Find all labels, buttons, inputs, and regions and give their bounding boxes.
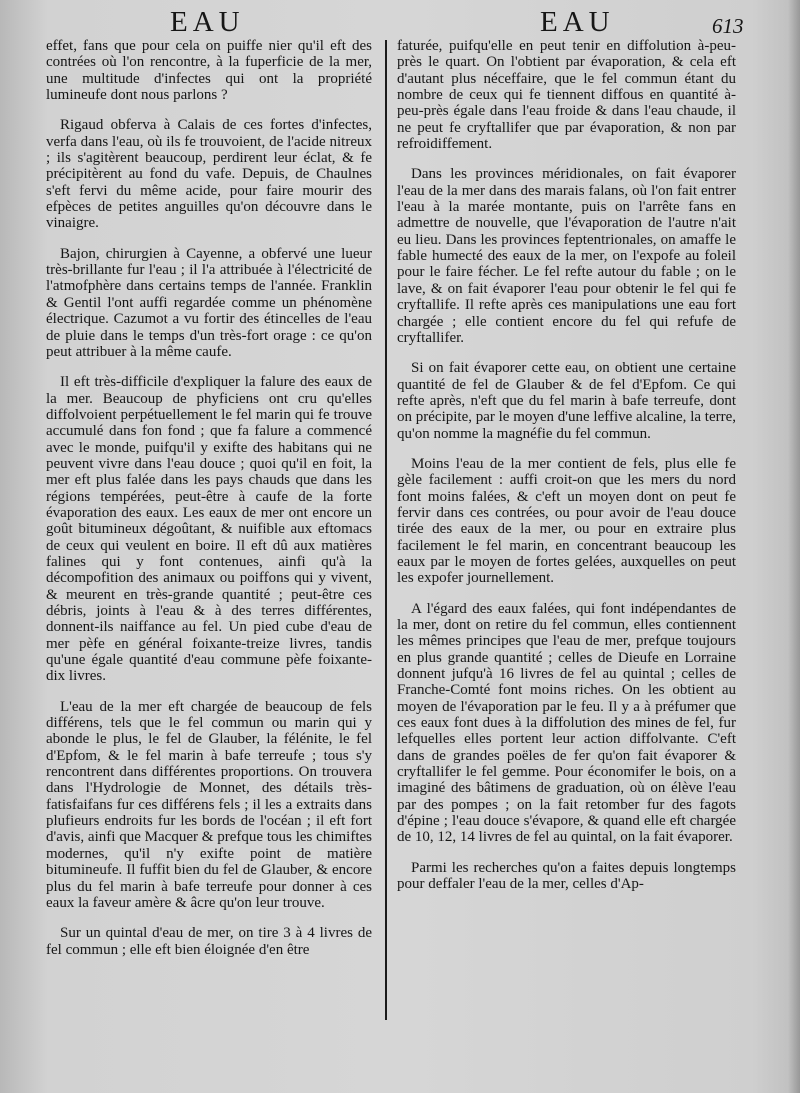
paragraph: Rigaud obferva à Calais de ces fortes d'infectes, verfa dans l'eau, où ils fe trouvoient, de l'acide nitreux ; ils s'agitèrent beaucoup, perdirent leur éclat, & fe précipitèrent au fond du vafe. Depuis, de Chaulnes s'eft fervi du même acide, pour faire mourir des efpèces de petites anguilles qu'on découvre dans le vinaigre. (46, 117, 372, 232)
paragraph: Moins l'eau de la mer contient de fels, plus elle fe gèle facilement : auffi croit-on que les mers du nord font moins falées, & c'eft un moyen dont on peut fe fervir dans ces contrées, ou pour avoir de l'eau douce tirée des eaux de la mer, ou pour en extraire plus facilement le fel marin, en concentrant beaucoup les eaux par le moyen de fortes gelées, auxquelles on peut les expofer journellement. (397, 455, 736, 587)
paragraph: Parmi les recherches qu'on a faites depuis longtemps pour deffaler l'eau de la mer, celles d'Ap- (397, 859, 736, 893)
paragraph: Dans les provinces méridionales, on fait évaporer l'eau de la mer dans des marais falans, où l'on fait entrer l'eau à la marée montante, puis on l'arrête fans en admettre de nouvelle, que l'évaporation de l'autre n'ait eu lieu. Dans les provinces feptentrionales, on amaffe le fable humecté des eaux de la mer, on l'expofe au foleil pour le faire fécher. Le fel refte autour du fable ; on le lave, & on fait évaporer l'eau pour obtenir le fel qui fe cryftallife. Il refte après ces manipulations une eau fort chargée ; elle contient encore du fel qui refufe de cryftallifer. (397, 166, 736, 346)
paragraph: Sur un quintal d'eau de mer, on tire 3 à 4 livres de fel commun ; elle eft bien éloignée d'en être (46, 925, 372, 958)
paragraph: Bajon, chirurgien à Cayenne, a obfervé une lueur très-brillante fur l'eau ; il l'a attribuée à l'électricité de l'atmofphère dans certains temps de l'année. Franklin & Gentil l'ont auffi regardée comme un phénomène électrique. Cazumot a vu fortir des étincelles de l'eau de pluie dans le temps d'un très-fort orage : ce qu'on peut attribuer à la même caufe. (46, 245, 372, 360)
header-left-title: EAU (170, 6, 245, 38)
paragraph: Si on fait évaporer cette eau, on obtient une certaine quantité de fel de Glauber & de fel d'Epfom. Ce qui refte après, n'eft que du fel marin à bafe terreufe, dont on précipite, par le moyen d'une leffive alcaline, la terre, qu'on nomme la magnéfie du fel commun. (397, 360, 736, 442)
paragraph: faturée, puifqu'elle en peut tenir en diffolution à-peu-près le quart. On l'obtient par évaporation, & cela eft d'autant plus néceffaire, que le fel commun étant du nombre de ceux qui fe tiennent diffous en quantité à-peu-près égale dans l'eau froide & dans l'eau chaude, il ne peut fe cryftallifer que par évaporation, & non par refroidiffement. (397, 38, 736, 153)
left-column (46, 38, 372, 972)
paragraph: Il eft très-difficile d'expliquer la falure des eaux de la mer. Beaucoup de phyficiens ont cru qu'elles diffolvoient perpétuellement le fel marin qui fe trouve accumulé dans fon fond ; que fa falure a commencé avec le monde, puifqu'il y exifte des habitans qui ne peuvent vivre dans l'eau douce ; quoi qu'il en foit, la mer eft plus falée dans les pays chauds que dans les régions tempérées, peut-être à caufe de la forte évaporation des eaux. Les eaux de mer ont encore un goût bitumineux dégoûtant, & nuifible aux eftomacs de ceux qui veulent en boire. Il eft dû aux matières falines qui y font contenues, ainfi qu'à la décompofition des animaux ou poiffons qui y vivent, & meurent en très-grande quantité ; peut-être ces débris, joints à l'eau & à des terres différentes, donnent-ils naiffance au fel. Un pied cube d'eau de mer pèfe en général foixante-treize livres, tandis qu'une égale quantité d'eau commune pèfe foixante-dix livres. (46, 374, 372, 685)
paragraph: effet, fans que pour cela on puiffe nier qu'il eft des contrées où l'on rencontre, à la fuperficie de la mer, une multitude d'infectes qui ont la propriété lumineufe dont nous parlons ? (46, 38, 372, 104)
page-number: 613 (712, 14, 744, 38)
page-edge-shadow (788, 0, 800, 1093)
header-right-title: EAU (540, 6, 615, 38)
column-divider (385, 40, 387, 1020)
paragraph: A l'égard des eaux falées, qui font indépendantes de la mer, dont on retire du fel commun, elles contiennent les mêmes principes que l'eau de mer, prefque toujours en plus grande quantité ; celles de Dieufe en Lorraine donnent jufqu'à 16 livres de fel au quintal ; celles de Franche-Comté font moins riches. On les obtient au moyen de l'évaporation par le feu. Il y a à préfumer que ces eaux font dues à la diffolution des mines de fel, fur lefquelles elles portent leur action diffolvante. C'eft dans de grandes poëles de fer qu'on fait évaporer & cryftallifer le fel gemme. Pour économifer le bois, on a imaginé des bâtimens de graduation, où on élève l'eau par des pompes ; on la fait retomber fur des fagots d'épine ; l'eau douce s'évapore, & quand elle eft chargée de 10, 12, 14 livres de fel au quintal, on la fait évaporer. (397, 600, 736, 846)
right-column (397, 38, 736, 907)
paragraph: L'eau de la mer eft chargée de beaucoup de fels différens, tels que le fel commun ou marin qui y abonde le plus, le fel de Glauber, la félénite, le fel d'Epfom, & le fel marin à bafe terreufe ; tous s'y rencontrent dans différentes proportions. On trouvera dans l'Hydrologie de Monnet, des détails très-fatisfaifans fur ces différens fels ; il les a extraits dans plufieurs endroits fur les bords de l'océan ; il eft fort d'avis, ainfi que Macquer & prefque tous les chimiftes modernes, qu'il n'y exifte point de matière bitumineufe. Il fuffit bien du fel de Glauber, & encore plus du fel marin à bafe terreufe pour donner à ces eaux la faveur amère & âcre qu'on leur trouve. (46, 698, 372, 911)
running-header (0, 6, 800, 42)
